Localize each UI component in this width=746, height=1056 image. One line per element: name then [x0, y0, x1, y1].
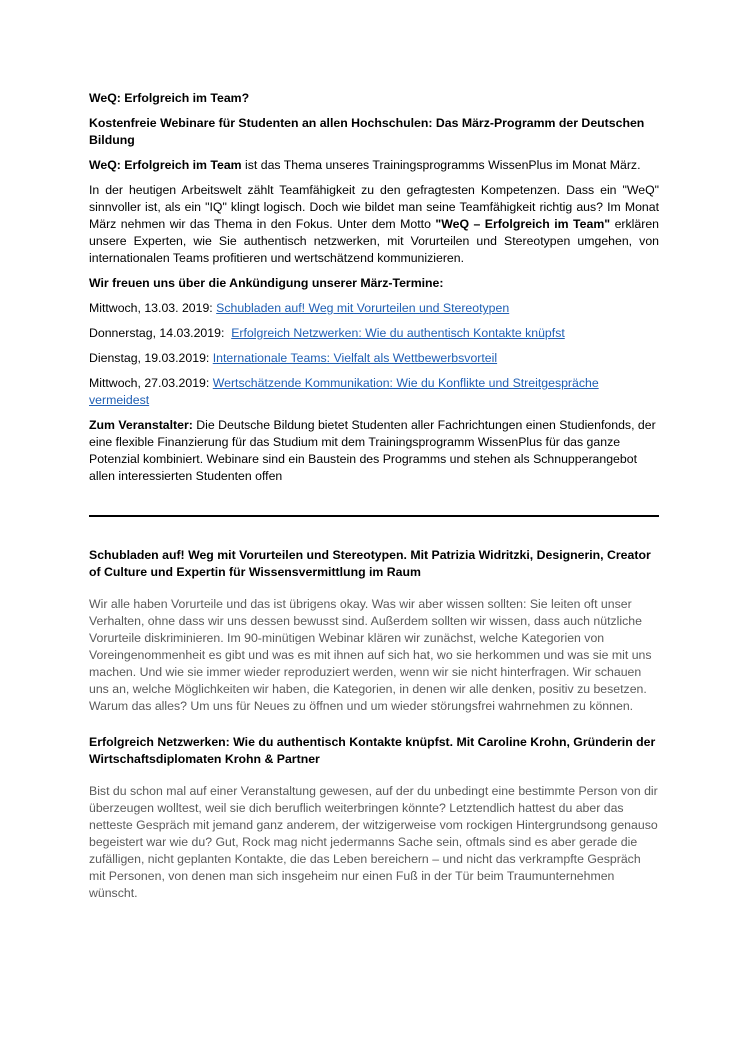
- event-link-vorurteile[interactable]: Schubladen auf! Weg mit Vorurteilen und Stereotypen: [216, 301, 510, 315]
- event-link-kommunikation[interactable]: Wertschätzende Kommunikation: Wie du Konflikte und Streitgespräche vermeidest: [89, 376, 599, 407]
- event-item-2: [89, 325, 659, 342]
- body-part1: In der heutigen Arbeitswelt zählt Teamfähigkeit zu den gefragtesten Kompetenzen. Dass ein "WeQ" sinnvoller ist, als ein "IQ" klingt logisch. Doch wie bildet man seine Teamfähigkeit richtig aus? Im Monat März nehmen wir das Thema in den Fokus. Unter dem Motto: [89, 183, 659, 231]
- document-content: [89, 90, 659, 902]
- document-subtitle: Kostenfreie Webinare für Studenten an allen Hochschulen: Das März-Programm der Deutschen Bildung: [89, 116, 645, 147]
- section1-text: Wir alle haben Vorurteile und das ist übrigens okay. Was wir aber wissen sollten: Sie leiten oft unser Verhalten, ohne dass wir uns dessen bewusst sind. Außerdem sollten wir wissen, dass auch nützliche Vorurteile diskriminieren. Im 90-minütigen Webinar klären wir zunächst, welche Kategorien von Voreingenommenheit es gibt und was es mit ihnen auf sich hat, wo sie herkommen und was sie mit uns machen. Und wie sie immer wieder reproduziert werden, wenn wir sie nicht hinterfragen. Wir schauen uns an, welche Möglichkeiten wir haben, die Kategorien, in denen wir alle denken, positiv zu besetzen. Warum das alles? Um uns für Neues zu öffnen und um wieder störungsfrei wahrnehmen zu können.: [89, 597, 652, 713]
- body-motto: "WeQ – Erfolgreich im Team": [435, 217, 611, 231]
- event-item-4: [89, 375, 629, 409]
- intro-rest: ist das Thema unseres Trainingsprogramms WissenPlus im Monat März.: [241, 158, 641, 172]
- section2-text: Bist du schon mal auf einer Veranstaltung gewesen, auf der du unbedingt eine bestimmte Person von dir überzeugen wolltest, weil sie dich beruflich weiterbringen könnte? Letztendlich hattest du aber das netteste Gespräch mit jemand ganz anderem, der witzigerweise vom rockigen Hintergrundsong genauso begeistert war wie du? Gut, Rock mag nicht jedermanns Sache sein, oftmals sind es aber gerade die zufälligen, nicht geplanten Kontakte, die das Leben bereichern – und nicht das verkrampfte Gespräch mit Personen, von denen man sich insgeheim nur einen Fuß in der Tür beim Traumunternehmen wünscht.: [89, 784, 658, 900]
- body-paragraph: [89, 182, 659, 267]
- intro-bold: WeQ: Erfolgreich im Team: [89, 158, 242, 172]
- organizer-paragraph: [89, 417, 659, 485]
- event-link-internationale-teams[interactable]: Internationale Teams: Vielfalt als Wettbewerbsvorteil: [212, 351, 498, 365]
- event-date: Donnerstag, 14.03.2019:: [89, 326, 232, 340]
- section1-heading: Schubladen auf! Weg mit Vorurteilen und Stereotypen. Mit Patrizia Widritzki, Designerin, Creator of Culture und Expertin für Wissensvermittlung im Raum: [89, 548, 651, 579]
- document-title: WeQ: Erfolgreich im Team?: [89, 91, 250, 105]
- organizer-text: Die Deutsche Bildung bietet Studenten aller Fachrichtungen einen Studienfonds, der eine flexible Finanzierung für das Studium mit dem Trainingsprogramm WissenPlus für das ganze Potenzial kombiniert. Webinare sind ein Baustein des Programms und stehen als Schnupperangebot allen interessierten Studenten offen: [89, 418, 656, 483]
- event-date: Mittwoch, 27.03.2019:: [89, 376, 213, 390]
- announce-heading: Wir freuen uns über die Ankündigung unserer März-Termine:: [89, 276, 444, 290]
- event-date: Mittwoch, 13.03. 2019:: [89, 301, 217, 315]
- organizer-label: Zum Veranstalter:: [89, 418, 193, 432]
- event-item-3: [89, 350, 659, 367]
- intro-paragraph: [89, 157, 659, 174]
- body-part2: erklären unsere Experten, wie Sie authentisch netzwerken, mit Vorurteilen und Stereotypen umgehen, von internationalen Teams profitieren und wertschätzend kommunizieren.: [89, 217, 660, 265]
- event-item-1: [89, 300, 659, 317]
- event-date: Dienstag, 19.03.2019:: [89, 351, 213, 365]
- section2-heading: Erfolgreich Netzwerken: Wie du authentisch Kontakte knüpfst. Mit Caroline Krohn, Gründerin der Wirtschaftsdiplomaten Krohn & Partner: [89, 735, 656, 766]
- event-link-netzwerken[interactable]: Erfolgreich Netzwerken: Wie du authentisch Kontakte knüpfst: [231, 326, 565, 340]
